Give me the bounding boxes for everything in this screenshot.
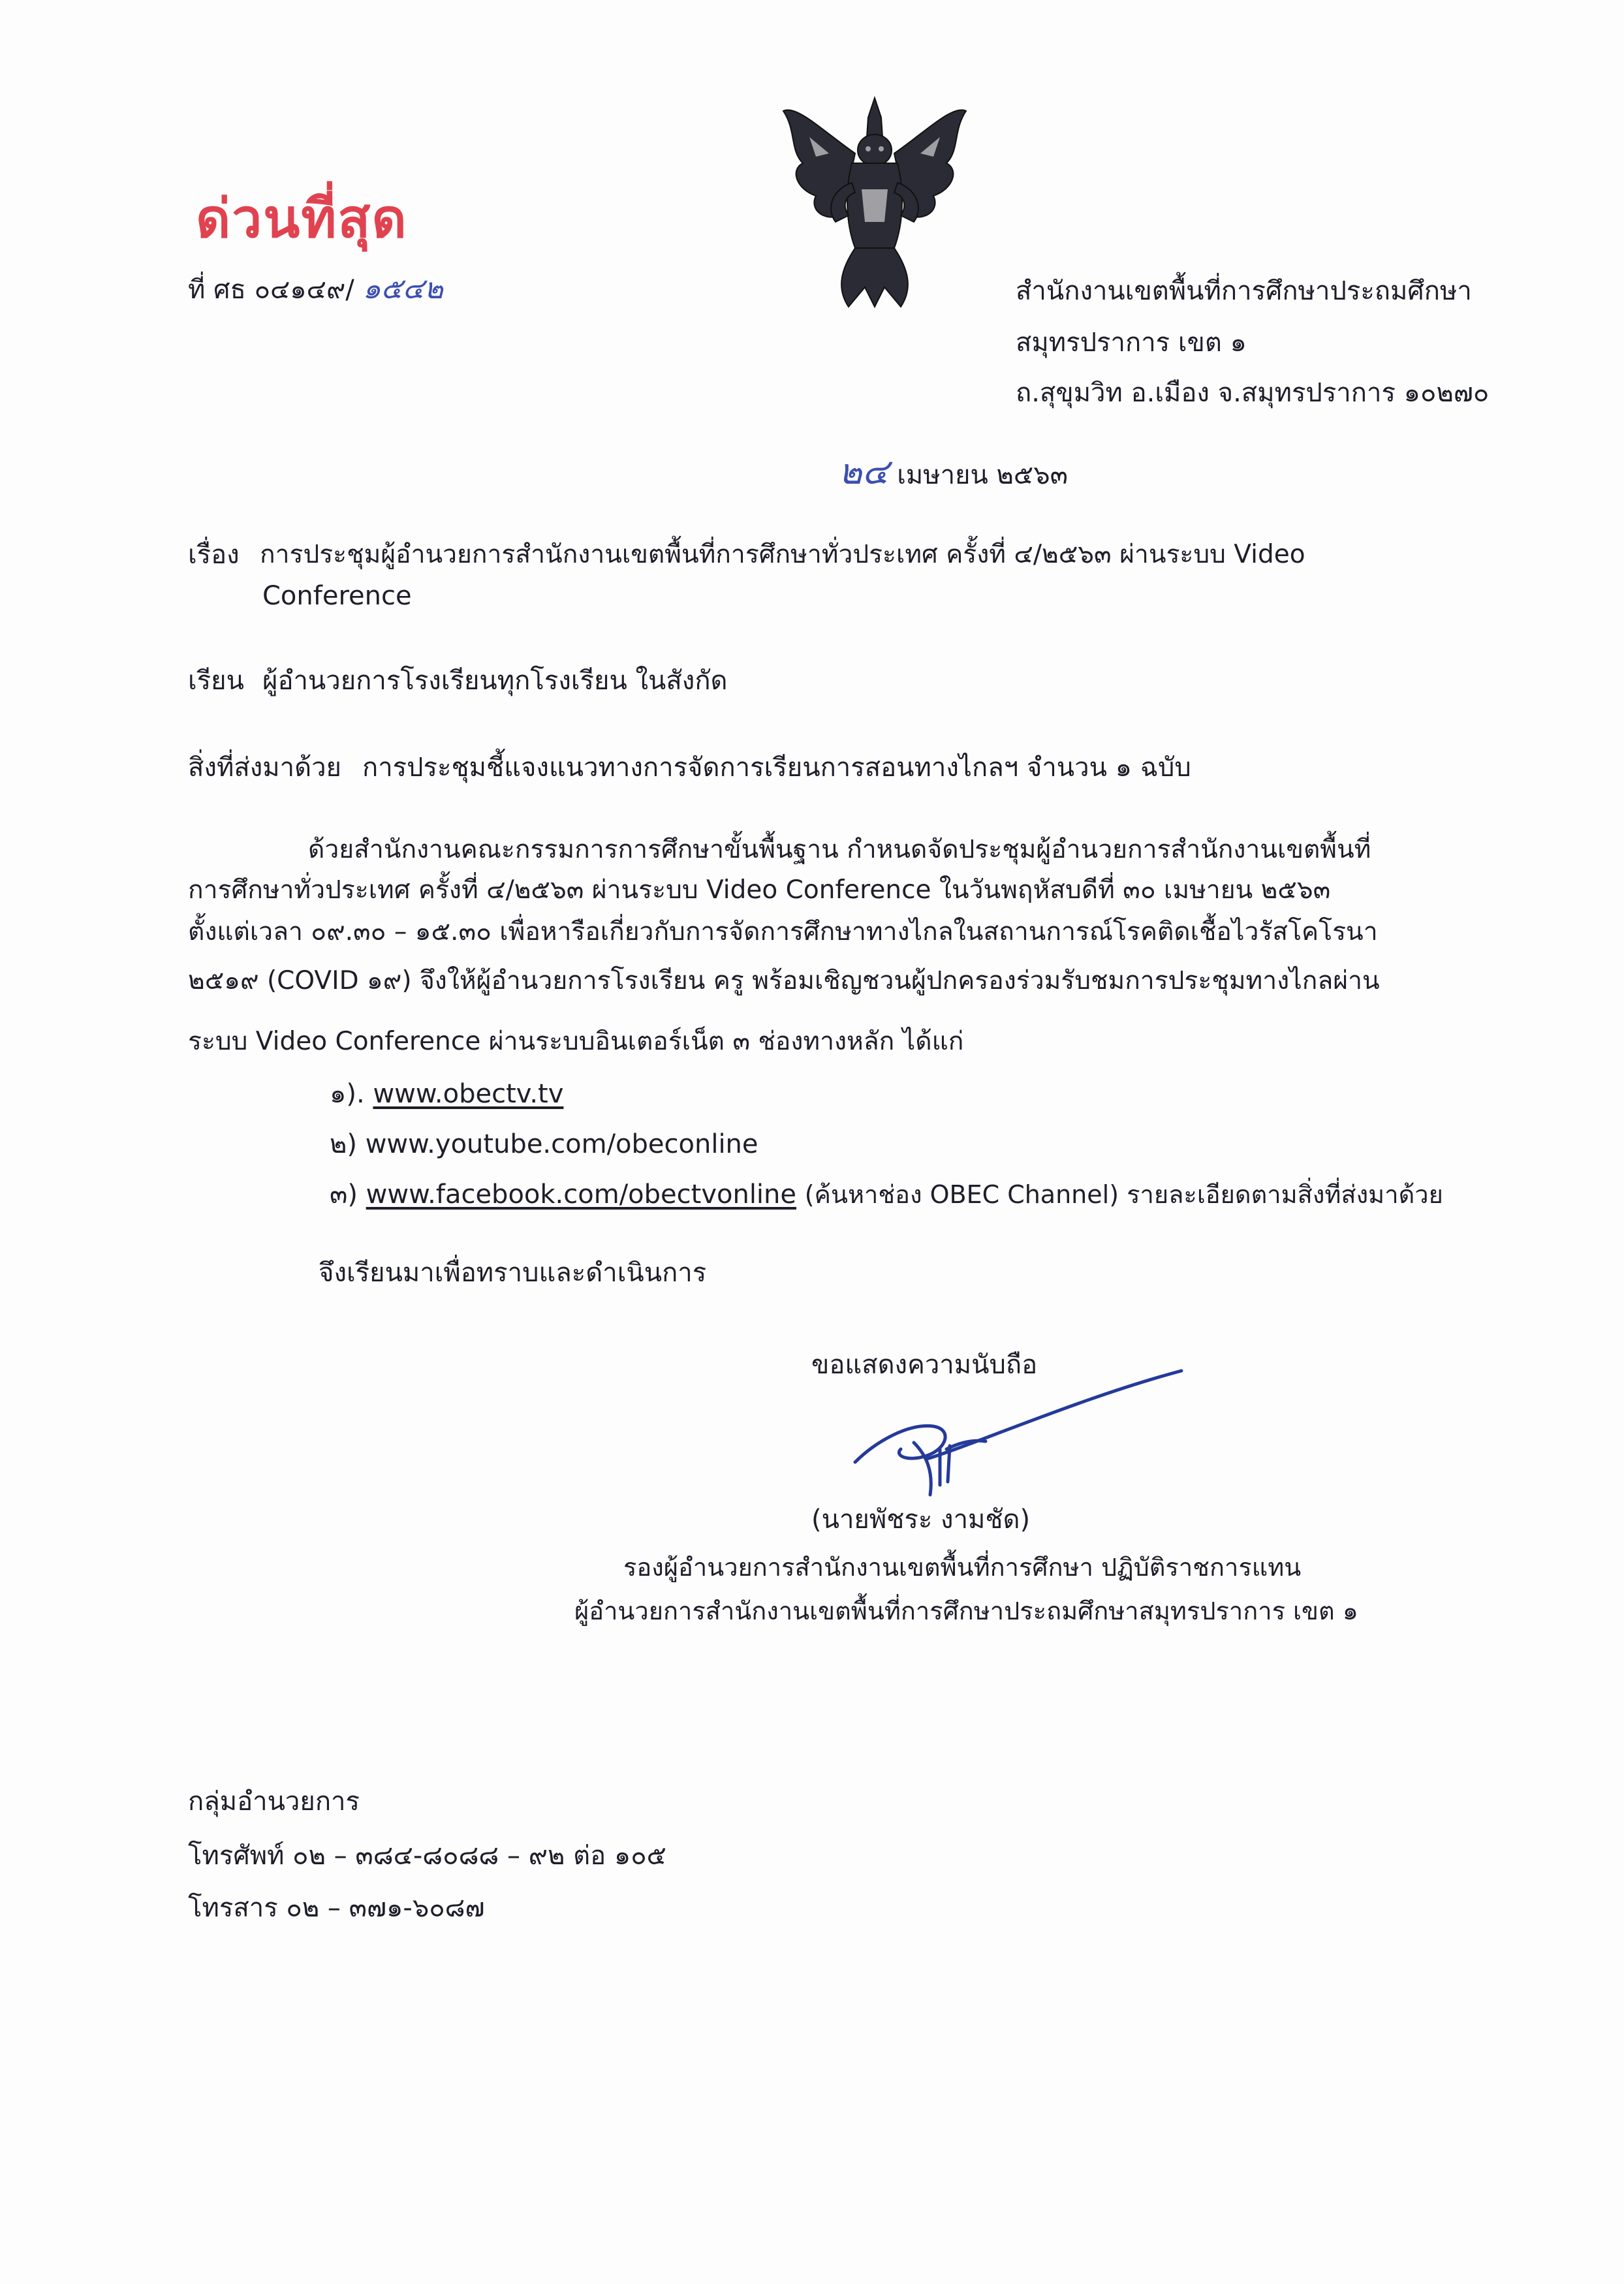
- urgency-stamp: ด่วนที่สุด: [196, 188, 408, 250]
- channel-item-2: [330, 1126, 758, 1163]
- channel-3-link[interactable]: www.facebook.com/obectvonline: [366, 1180, 797, 1210]
- signer-title-1: รองผู้อำนวยการสำนักงานเขตพื้นที่การศึกษา ปฏิบัติราชการแทน: [623, 1553, 1302, 1582]
- reference-number: [188, 271, 443, 308]
- enclosure-label: สิ่งที่ส่งมาด้วย: [188, 753, 341, 783]
- subject-line-1: การประชุมผู้อำนวยการสำนักงานเขตพื้นที่การศึกษาทั่วประเทศ ครั้งที่ ๔/๒๕๖๓ ผ่านระบบ Video: [260, 540, 1305, 569]
- channel-1-number: ๑).: [330, 1079, 365, 1109]
- channel-2-link[interactable]: www.youtube.com/obeconline: [365, 1129, 758, 1159]
- body-line-4: ๒๕๑๙ (COVID ๑๙) จึงให้ผู้อำนวยการโรงเรียน ครู พร้อมเชิญชวนผู้ปกครองร่วมรับชมการประชุมทางไกลผ่าน: [188, 966, 1380, 995]
- closing-request: จึงเรียนมาเพื่อทราบและดำเนินการ: [319, 1258, 707, 1288]
- channel-1-link[interactable]: www.obectv.tv: [373, 1079, 564, 1109]
- contact-phone: โทรศัพท์ ๐๒ – ๓๘๔-๘๐๘๘ – ๙๒ ต่อ ๑๐๕: [188, 1841, 666, 1871]
- body-line-3: ตั้งแต่เวลา ๐๙.๓๐ – ๑๕.๓๐ เพื่อหารือเกี่ยวกับการจัดการศึกษาทางไกลในสถานการณ์โรคติดเชื้อไวรัสโคโรนา: [188, 917, 1378, 946]
- complimentary-close: ขอแสดงความนับถือ: [811, 1350, 1038, 1380]
- body-line-1: ด้วยสำนักงานคณะกรรมการการศึกษาขั้นพื้นฐาน กำหนดจัดประชุมผู้อำนวยการสำนักงานเขตพื้นที่: [308, 835, 1371, 864]
- contact-fax: โทรสาร ๐๒ – ๓๗๑-๖๐๘๗: [188, 1893, 485, 1923]
- channel-3-number: ๓): [330, 1180, 358, 1210]
- garuda-emblem-icon: [770, 91, 979, 320]
- channel-item-1: [330, 1076, 563, 1112]
- date-month-year: เมษายน ๒๕๖๓: [897, 460, 1068, 490]
- addressee-label: เรียน: [188, 666, 244, 696]
- signer-title-2: ผู้อำนวยการสำนักงานเขตพื้นที่การศึกษาประถมศึกษาสมุทรปราการ เขต ๑: [574, 1597, 1358, 1625]
- channel-2-number: ๒): [330, 1129, 357, 1159]
- subject-label: เรื่อง: [188, 540, 240, 570]
- channel-item-3: [330, 1176, 1443, 1213]
- sender-line-2: สมุทรปราการ เขต ๑: [1016, 328, 1247, 358]
- sender-line-3: ถ.สุขุมวิท อ.เมือง จ.สมุทรปราการ ๑๐๒๗๐: [1016, 378, 1490, 408]
- reference-prefix: ที่ ศธ ๐๔๑๔๙/: [188, 275, 354, 305]
- body-line-2: การศึกษาทั่วประเทศ ครั้งที่ ๔/๒๕๖๓ ผ่านระบบ Video Conference ในวันพฤหัสบดีที่ ๓๐ เมษายน ๒๕๖๓: [188, 875, 1331, 905]
- document-date: [839, 451, 1068, 493]
- subject-line-2: Conference: [262, 581, 412, 611]
- body-line-5: ระบบ Video Conference ผ่านระบบอินเตอร์เน็ต ๓ ช่องทางหลัก ได้แก่: [188, 1027, 964, 1056]
- handwritten-signature-icon: [835, 1358, 1201, 1514]
- addressee-text: ผู้อำนวยการโรงเรียนทุกโรงเรียน ในสังกัด: [262, 666, 728, 696]
- enclosure-text: การประชุมชี้แจงแนวทางการจัดการเรียนการสอนทางไกลฯ จำนวน ๑ ฉบับ: [362, 753, 1191, 783]
- sender-line-1: สำนักงานเขตพื้นที่การศึกษาประถมศึกษา: [1016, 276, 1472, 306]
- channel-3-note: (ค้นหาช่อง OBEC Channel) รายละเอียดตามสิ่งที่ส่งมาด้วย: [804, 1180, 1443, 1209]
- reference-handwritten-number: ๑๕๔๒: [362, 272, 443, 305]
- contact-group: กลุ่มอำนวยการ: [188, 1787, 360, 1817]
- date-handwritten-day: ๒๔: [839, 451, 889, 492]
- signer-name: (นายพัชระ งามชัด): [811, 1505, 1031, 1535]
